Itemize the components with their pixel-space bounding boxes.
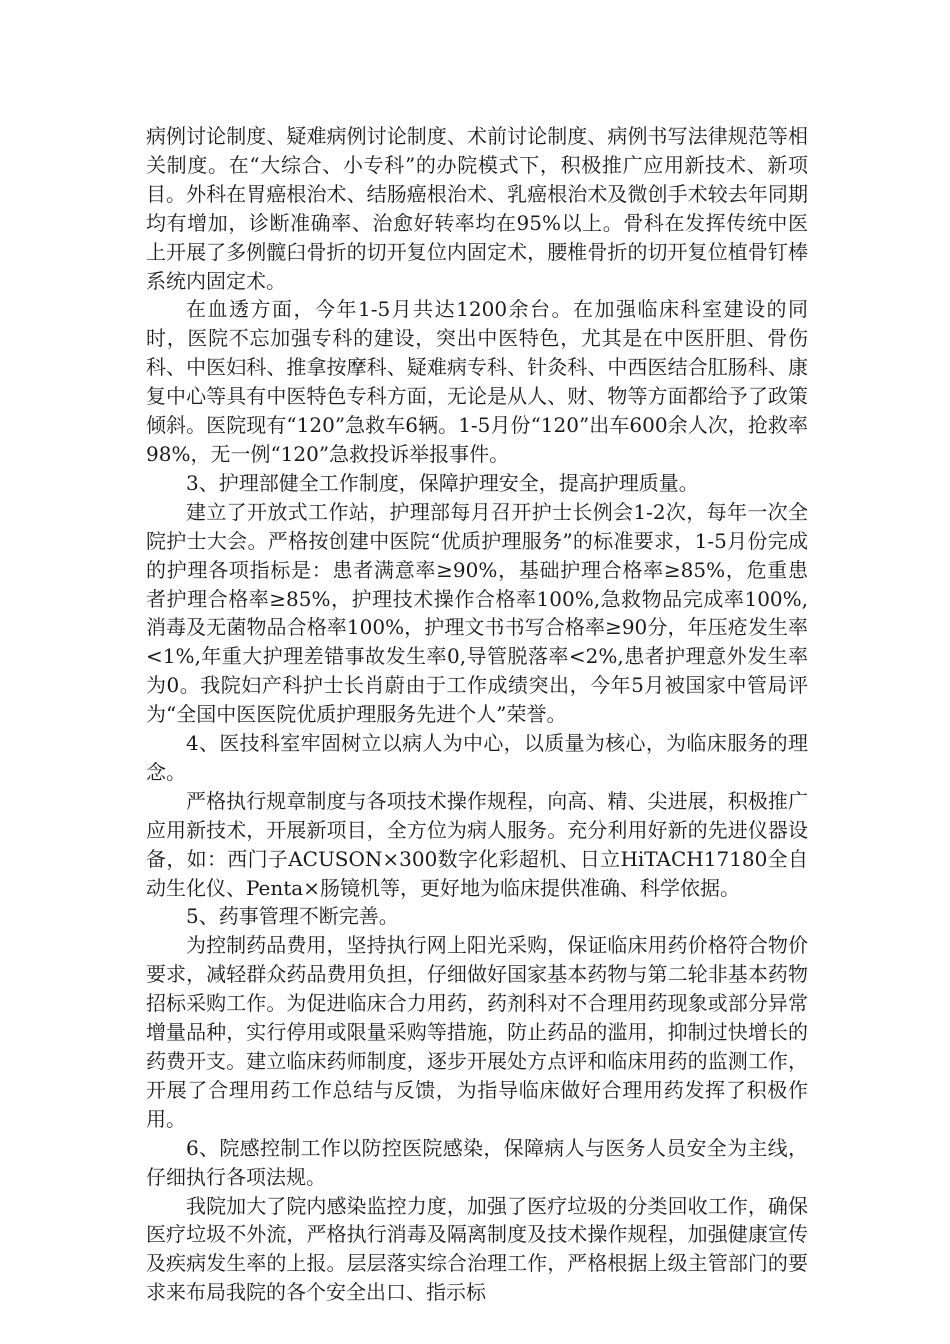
heading-nursing-department: 3、护理部健全工作制度，保障护理安全，提高护理质量。 xyxy=(186,470,699,495)
paragraph-medical-technology: 严格执行规章制度与各项技术操作规程，向高、精、尖进展，积极推广应用新技术，开展新项目，全方位为病人服务。充分利用好新的先进仪器设备，如：西门子ACUSON×300数字化彩超机、日立HiTACH17180全自动生化仪、Penta×肠镜机等，更好地为临床提供准确、科学依据。 xyxy=(146,788,808,900)
document-body xyxy=(146,122,808,1307)
paragraph-pharmacy-management: 为控制药品费用，坚持执行网上阳光采购，保证临床用药价格符合物价要求，减轻群众药品费用负担，仔细做好国家基本药物与第二轮非基本药物招标采购工作。为促进临床合力用药，药剂科对不合理用药现象或部分异常增量品种，实行停用或限量采购等措施，防止药品的滥用，抑制过快增长的药费开支。建立临床药师制度，逐步开展处方点评和临床用药的监测工作，开展了合理用药工作总结与反馈，为指导临床做好合理用药发挥了积极作用。 xyxy=(146,933,808,1131)
paragraph-case-discussion-systems: 病例讨论制度、疑难病例讨论制度、术前讨论制度、病例书写法律规范等相关制度。在“大综合、小专科”的办院模式下，积极推广应用新技术、新项目。外科在胃癌根治术、结肠癌根治术、乳癌根治术及微创手术较去年同期均有增加，诊断准确率、治愈好转率均在95%以上。骨科在发挥传统中医上开展了多例髋臼骨折的切开复位内固定术，腰椎骨折的切开复位植骨钉棒系统内固定术。 xyxy=(146,124,808,293)
heading-infection-control: 6、院感控制工作以防控医院感染，保障病人与医务人员安全为主线，仔细执行各项法规。 xyxy=(146,1135,808,1189)
paragraph-infection-control: 我院加大了院内感染监控力度，加强了医疗垃圾的分类回收工作，确保医疗垃圾不外流，严格执行消毒及隔离制度及技术操作规程，加强健康宣传及疾病发生率的上报。层层落实综合治理工作，严格根据上级主管部门的要求来布局我院的各个安全出口、指示标 xyxy=(146,1193,808,1305)
heading-medical-technology: 4、医技科室牢固树立以病人为中心，以质量为核心，为临床服务的理念。 xyxy=(146,731,808,784)
paragraph-dialysis-and-specialties: 在血透方面，今年1-5月共达1200余台。在加强临床科室建设的同时，医院不忘加强专科的建设，突出中医特色，尤其是在中医肝胆、骨伤科、中医妇科、推拿按摩科、疑难病专科、针灸科、中西医结合肛肠科、康复中心等具有中医特色专科方面，无论是从人、财、物等方面都给予了政策倾斜。医院现有“120”急救车6辆。1-5月份“120”出车600余人次，抢救率98%，无一例“120”急救投诉举报事件。 xyxy=(146,297,808,466)
heading-pharmacy-management: 5、药事管理不断完善。 xyxy=(186,904,399,929)
paragraph-nursing-indicators: 建立了开放式工作站，护理部每月召开护士长例会1-2次，每年一次全院护士大会。严格按创建中医院“优质护理服务”的标准要求，1-5月份完成的护理各项指标是：患者满意率≥90%，基础护理合格率≥85%，危重患者护理合格率≥85%，护理技术操作合格率100%,急救物品完成率100%,消毒及无菌物品合格率100%，护理文书书写合格率≥90分，年压疮发生率<1%,年重大护理差错事故发生率0,导管脱落率<2%,患者护理意外发生率为0。我院妇产科护士长肖蔚由于工作成绩突出，今年5月被国家中管局评为“全国中医医院优质护理服务先进个人”荣誉。 xyxy=(146,499,808,727)
